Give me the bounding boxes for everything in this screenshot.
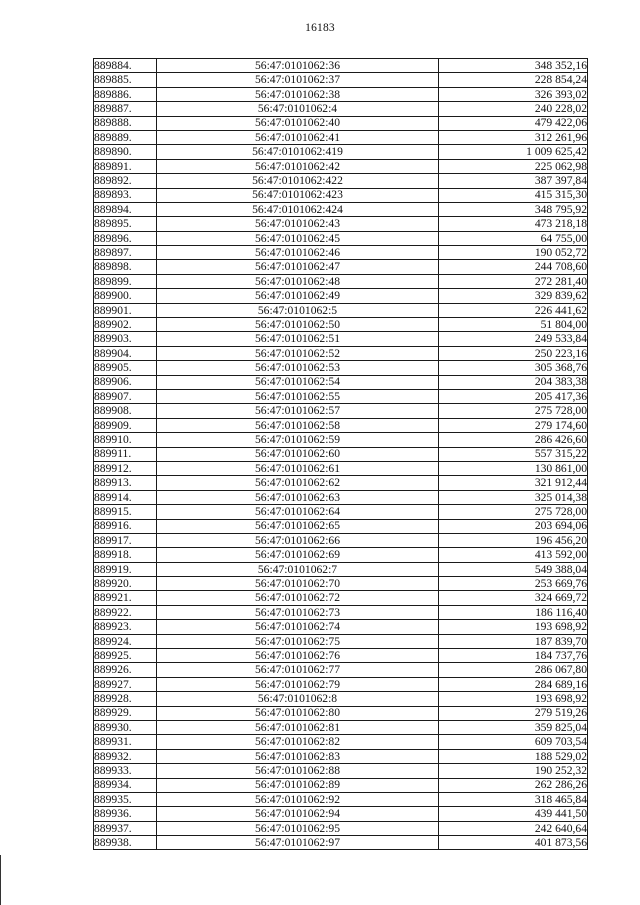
cadastral-value-cell: 228 854,24 bbox=[439, 73, 588, 87]
cadastral-number-cell: 56:47:0101062:37 bbox=[157, 73, 439, 87]
cadastral-value-cell: 401 873,56 bbox=[439, 836, 588, 850]
cadastral-number-cell: 56:47:0101062:50 bbox=[157, 318, 439, 332]
table-row bbox=[94, 87, 588, 101]
table-row bbox=[94, 447, 588, 461]
cadastral-value-cell: 479 422,06 bbox=[439, 116, 588, 130]
cadastral-value-cell: 249 533,84 bbox=[439, 332, 588, 346]
table-row bbox=[94, 231, 588, 245]
row-number-cell: 889891. bbox=[94, 159, 157, 173]
table-row bbox=[94, 476, 588, 490]
cadastral-number-cell: 56:47:0101062:5 bbox=[157, 303, 439, 317]
table-row bbox=[94, 188, 588, 202]
cadastral-number-cell: 56:47:0101062:63 bbox=[157, 490, 439, 504]
cadastral-number-cell: 56:47:0101062:8 bbox=[157, 692, 439, 706]
row-number-cell: 889926. bbox=[94, 663, 157, 677]
cadastral-value-cell: 305 368,76 bbox=[439, 361, 588, 375]
cadastral-number-cell: 56:47:0101062:62 bbox=[157, 476, 439, 490]
table-row bbox=[94, 246, 588, 260]
cadastral-number-cell: 56:47:0101062:7 bbox=[157, 562, 439, 576]
cadastral-number-cell: 56:47:0101062:53 bbox=[157, 361, 439, 375]
cadastral-number-cell: 56:47:0101062:48 bbox=[157, 274, 439, 288]
row-number-cell: 889920. bbox=[94, 577, 157, 591]
row-number-cell: 889917. bbox=[94, 533, 157, 547]
cadastral-value-cell: 326 393,02 bbox=[439, 87, 588, 101]
table-row bbox=[94, 620, 588, 634]
row-number-cell: 889901. bbox=[94, 303, 157, 317]
cadastral-number-cell: 56:47:0101062:36 bbox=[157, 59, 439, 73]
table-row bbox=[94, 59, 588, 73]
row-number-cell: 889918. bbox=[94, 548, 157, 562]
cadastral-number-cell: 56:47:0101062:65 bbox=[157, 519, 439, 533]
cadastral-value-cell: 415 315,30 bbox=[439, 188, 588, 202]
row-number-cell: 889915. bbox=[94, 505, 157, 519]
cadastral-value-cell: 439 441,50 bbox=[439, 807, 588, 821]
cadastral-value-cell: 279 174,60 bbox=[439, 418, 588, 432]
row-number-cell: 889890. bbox=[94, 145, 157, 159]
cadastral-value-cell: 196 456,20 bbox=[439, 533, 588, 547]
table-row bbox=[94, 778, 588, 792]
table-row bbox=[94, 217, 588, 231]
cadastral-value-cell: 205 417,36 bbox=[439, 389, 588, 403]
table-row bbox=[94, 605, 588, 619]
cadastral-number-cell: 56:47:0101062:423 bbox=[157, 188, 439, 202]
row-number-cell: 889938. bbox=[94, 836, 157, 850]
cadastral-value-cell: 275 728,00 bbox=[439, 505, 588, 519]
cadastral-number-cell: 56:47:0101062:54 bbox=[157, 375, 439, 389]
cadastral-value-cell: 318 465,84 bbox=[439, 792, 588, 806]
row-number-cell: 889886. bbox=[94, 87, 157, 101]
cadastral-value-cell: 312 261,96 bbox=[439, 130, 588, 144]
row-number-cell: 889916. bbox=[94, 519, 157, 533]
cadastral-number-cell: 56:47:0101062:419 bbox=[157, 145, 439, 159]
cadastral-value-cell: 325 014,38 bbox=[439, 490, 588, 504]
cadastral-value-cell: 324 669,72 bbox=[439, 591, 588, 605]
row-number-cell: 889936. bbox=[94, 807, 157, 821]
row-number-cell: 889934. bbox=[94, 778, 157, 792]
row-number-cell: 889905. bbox=[94, 361, 157, 375]
row-number-cell: 889931. bbox=[94, 735, 157, 749]
scan-edge-mark bbox=[0, 855, 1, 905]
cadastral-number-cell: 56:47:0101062:82 bbox=[157, 735, 439, 749]
row-number-cell: 889913. bbox=[94, 476, 157, 490]
row-number-cell: 889925. bbox=[94, 649, 157, 663]
table-row bbox=[94, 505, 588, 519]
table-row bbox=[94, 202, 588, 216]
cadastral-number-cell: 56:47:0101062:52 bbox=[157, 346, 439, 360]
table-row bbox=[94, 375, 588, 389]
cadastral-value-cell: 284 689,16 bbox=[439, 677, 588, 691]
row-number-cell: 889907. bbox=[94, 389, 157, 403]
table-row bbox=[94, 102, 588, 116]
table-row bbox=[94, 677, 588, 691]
row-number-cell: 889894. bbox=[94, 202, 157, 216]
cadastral-value-cell: 286 067,80 bbox=[439, 663, 588, 677]
cadastral-number-cell: 56:47:0101062:64 bbox=[157, 505, 439, 519]
cadastral-value-cell: 184 737,76 bbox=[439, 649, 588, 663]
cadastral-value-cell: 240 228,02 bbox=[439, 102, 588, 116]
table-body bbox=[94, 59, 588, 850]
cadastral-number-cell: 56:47:0101062:97 bbox=[157, 836, 439, 850]
table-row bbox=[94, 418, 588, 432]
cadastral-value-cell: 359 825,04 bbox=[439, 720, 588, 734]
row-number-cell: 889937. bbox=[94, 821, 157, 835]
row-number-cell: 889899. bbox=[94, 274, 157, 288]
table-row bbox=[94, 577, 588, 591]
cadastral-value-cell: 473 218,18 bbox=[439, 217, 588, 231]
cadastral-number-cell: 56:47:0101062:424 bbox=[157, 202, 439, 216]
table-row bbox=[94, 130, 588, 144]
row-number-cell: 889930. bbox=[94, 720, 157, 734]
table-row bbox=[94, 174, 588, 188]
cadastral-number-cell: 56:47:0101062:66 bbox=[157, 533, 439, 547]
cadastral-value-cell: 321 912,44 bbox=[439, 476, 588, 490]
cadastral-number-cell: 56:47:0101062:41 bbox=[157, 130, 439, 144]
cadastral-value-cell: 190 252,32 bbox=[439, 764, 588, 778]
cadastral-number-cell: 56:47:0101062:4 bbox=[157, 102, 439, 116]
table-row bbox=[94, 346, 588, 360]
row-number-cell: 889902. bbox=[94, 318, 157, 332]
table-row bbox=[94, 289, 588, 303]
table-row bbox=[94, 318, 588, 332]
row-number-cell: 889921. bbox=[94, 591, 157, 605]
cadastral-value-cell: 186 116,40 bbox=[439, 605, 588, 619]
cadastral-value-cell: 557 315,22 bbox=[439, 447, 588, 461]
cadastral-number-cell: 56:47:0101062:83 bbox=[157, 749, 439, 763]
page-number: 16183 bbox=[305, 22, 335, 34]
row-number-cell: 889929. bbox=[94, 706, 157, 720]
row-number-cell: 889928. bbox=[94, 692, 157, 706]
cadastral-number-cell: 56:47:0101062:69 bbox=[157, 548, 439, 562]
cadastral-value-cell: 244 708,60 bbox=[439, 260, 588, 274]
cadastral-number-cell: 56:47:0101062:38 bbox=[157, 87, 439, 101]
row-number-cell: 889898. bbox=[94, 260, 157, 274]
table-row bbox=[94, 533, 588, 547]
cadastral-number-cell: 56:47:0101062:94 bbox=[157, 807, 439, 821]
cadastral-value-cell: 187 839,70 bbox=[439, 634, 588, 648]
cadastral-value-cell: 262 286,26 bbox=[439, 778, 588, 792]
cadastral-value-cell: 549 388,04 bbox=[439, 562, 588, 576]
table-row bbox=[94, 519, 588, 533]
row-number-cell: 889923. bbox=[94, 620, 157, 634]
table-row bbox=[94, 649, 588, 663]
cadastral-value-cell: 242 640,64 bbox=[439, 821, 588, 835]
row-number-cell: 889895. bbox=[94, 217, 157, 231]
cadastral-number-cell: 56:47:0101062:76 bbox=[157, 649, 439, 663]
table-row bbox=[94, 145, 588, 159]
table-row bbox=[94, 389, 588, 403]
cadastral-value-cell: 275 728,00 bbox=[439, 404, 588, 418]
row-number-cell: 889896. bbox=[94, 231, 157, 245]
cadastral-value-cell: 64 755,00 bbox=[439, 231, 588, 245]
table-row bbox=[94, 706, 588, 720]
cadastral-number-cell: 56:47:0101062:40 bbox=[157, 116, 439, 130]
row-number-cell: 889924. bbox=[94, 634, 157, 648]
table-row bbox=[94, 634, 588, 648]
table-row bbox=[94, 274, 588, 288]
table-row bbox=[94, 332, 588, 346]
cadastral-value-table bbox=[93, 58, 588, 850]
table-row bbox=[94, 735, 588, 749]
row-number-cell: 889933. bbox=[94, 764, 157, 778]
cadastral-value-cell: 190 052,72 bbox=[439, 246, 588, 260]
cadastral-value-cell: 253 669,76 bbox=[439, 577, 588, 591]
row-number-cell: 889892. bbox=[94, 174, 157, 188]
cadastral-value-cell: 204 383,38 bbox=[439, 375, 588, 389]
cadastral-number-cell: 56:47:0101062:58 bbox=[157, 418, 439, 432]
table-row bbox=[94, 663, 588, 677]
table-row bbox=[94, 260, 588, 274]
table-row bbox=[94, 764, 588, 778]
cadastral-number-cell: 56:47:0101062:81 bbox=[157, 720, 439, 734]
row-number-cell: 889909. bbox=[94, 418, 157, 432]
row-number-cell: 889888. bbox=[94, 116, 157, 130]
cadastral-number-cell: 56:47:0101062:73 bbox=[157, 605, 439, 619]
cadastral-value-cell: 188 529,02 bbox=[439, 749, 588, 763]
table-row bbox=[94, 73, 588, 87]
row-number-cell: 889927. bbox=[94, 677, 157, 691]
table-row bbox=[94, 562, 588, 576]
row-number-cell: 889900. bbox=[94, 289, 157, 303]
cadastral-value-cell: 413 592,00 bbox=[439, 548, 588, 562]
table-row bbox=[94, 159, 588, 173]
cadastral-value-cell: 1 009 625,42 bbox=[439, 145, 588, 159]
table-row bbox=[94, 591, 588, 605]
table-row bbox=[94, 749, 588, 763]
row-number-cell: 889911. bbox=[94, 447, 157, 461]
row-number-cell: 889897. bbox=[94, 246, 157, 260]
cadastral-value-cell: 272 281,40 bbox=[439, 274, 588, 288]
cadastral-number-cell: 56:47:0101062:61 bbox=[157, 461, 439, 475]
cadastral-value-cell: 51 804,00 bbox=[439, 318, 588, 332]
table-row bbox=[94, 303, 588, 317]
cadastral-number-cell: 56:47:0101062:49 bbox=[157, 289, 439, 303]
cadastral-number-cell: 56:47:0101062:77 bbox=[157, 663, 439, 677]
cadastral-value-cell: 286 426,60 bbox=[439, 433, 588, 447]
cadastral-value-cell: 250 223,16 bbox=[439, 346, 588, 360]
table-row bbox=[94, 836, 588, 850]
row-number-cell: 889912. bbox=[94, 461, 157, 475]
table-row bbox=[94, 807, 588, 821]
row-number-cell: 889935. bbox=[94, 792, 157, 806]
row-number-cell: 889889. bbox=[94, 130, 157, 144]
cadastral-value-cell: 609 703,54 bbox=[439, 735, 588, 749]
table-row bbox=[94, 490, 588, 504]
cadastral-number-cell: 56:47:0101062:75 bbox=[157, 634, 439, 648]
cadastral-value-cell: 130 861,00 bbox=[439, 461, 588, 475]
row-number-cell: 889922. bbox=[94, 605, 157, 619]
row-number-cell: 889932. bbox=[94, 749, 157, 763]
row-number-cell: 889884. bbox=[94, 59, 157, 73]
cadastral-value-cell: 348 795,92 bbox=[439, 202, 588, 216]
cadastral-value-cell: 226 441,62 bbox=[439, 303, 588, 317]
cadastral-value-cell: 193 698,92 bbox=[439, 692, 588, 706]
cadastral-number-cell: 56:47:0101062:60 bbox=[157, 447, 439, 461]
cadastral-number-cell: 56:47:0101062:95 bbox=[157, 821, 439, 835]
cadastral-number-cell: 56:47:0101062:45 bbox=[157, 231, 439, 245]
cadastral-number-cell: 56:47:0101062:422 bbox=[157, 174, 439, 188]
cadastral-number-cell: 56:47:0101062:89 bbox=[157, 778, 439, 792]
cadastral-value-cell: 279 519,26 bbox=[439, 706, 588, 720]
cadastral-number-cell: 56:47:0101062:70 bbox=[157, 577, 439, 591]
cadastral-number-cell: 56:47:0101062:47 bbox=[157, 260, 439, 274]
cadastral-number-cell: 56:47:0101062:42 bbox=[157, 159, 439, 173]
table-row bbox=[94, 361, 588, 375]
table-row bbox=[94, 720, 588, 734]
row-number-cell: 889908. bbox=[94, 404, 157, 418]
cadastral-value-cell: 193 698,92 bbox=[439, 620, 588, 634]
cadastral-number-cell: 56:47:0101062:79 bbox=[157, 677, 439, 691]
cadastral-value-cell: 329 839,62 bbox=[439, 289, 588, 303]
cadastral-value-cell: 225 062,98 bbox=[439, 159, 588, 173]
row-number-cell: 889910. bbox=[94, 433, 157, 447]
cadastral-number-cell: 56:47:0101062:80 bbox=[157, 706, 439, 720]
row-number-cell: 889914. bbox=[94, 490, 157, 504]
row-number-cell: 889885. bbox=[94, 73, 157, 87]
cadastral-number-cell: 56:47:0101062:92 bbox=[157, 792, 439, 806]
table-row bbox=[94, 821, 588, 835]
cadastral-value-cell: 387 397,84 bbox=[439, 174, 588, 188]
row-number-cell: 889903. bbox=[94, 332, 157, 346]
cadastral-number-cell: 56:47:0101062:72 bbox=[157, 591, 439, 605]
table-row bbox=[94, 404, 588, 418]
cadastral-number-cell: 56:47:0101062:57 bbox=[157, 404, 439, 418]
table-row bbox=[94, 548, 588, 562]
table-row bbox=[94, 792, 588, 806]
table-row bbox=[94, 692, 588, 706]
row-number-cell: 889904. bbox=[94, 346, 157, 360]
row-number-cell: 889919. bbox=[94, 562, 157, 576]
cadastral-number-cell: 56:47:0101062:74 bbox=[157, 620, 439, 634]
cadastral-number-cell: 56:47:0101062:59 bbox=[157, 433, 439, 447]
row-number-cell: 889906. bbox=[94, 375, 157, 389]
table-row bbox=[94, 433, 588, 447]
cadastral-value-cell: 203 694,06 bbox=[439, 519, 588, 533]
cadastral-value-cell: 348 352,16 bbox=[439, 59, 588, 73]
row-number-cell: 889893. bbox=[94, 188, 157, 202]
cadastral-number-cell: 56:47:0101062:88 bbox=[157, 764, 439, 778]
cadastral-number-cell: 56:47:0101062:51 bbox=[157, 332, 439, 346]
cadastral-number-cell: 56:47:0101062:46 bbox=[157, 246, 439, 260]
table-row bbox=[94, 116, 588, 130]
cadastral-number-cell: 56:47:0101062:55 bbox=[157, 389, 439, 403]
row-number-cell: 889887. bbox=[94, 102, 157, 116]
table-row bbox=[94, 461, 588, 475]
cadastral-number-cell: 56:47:0101062:43 bbox=[157, 217, 439, 231]
